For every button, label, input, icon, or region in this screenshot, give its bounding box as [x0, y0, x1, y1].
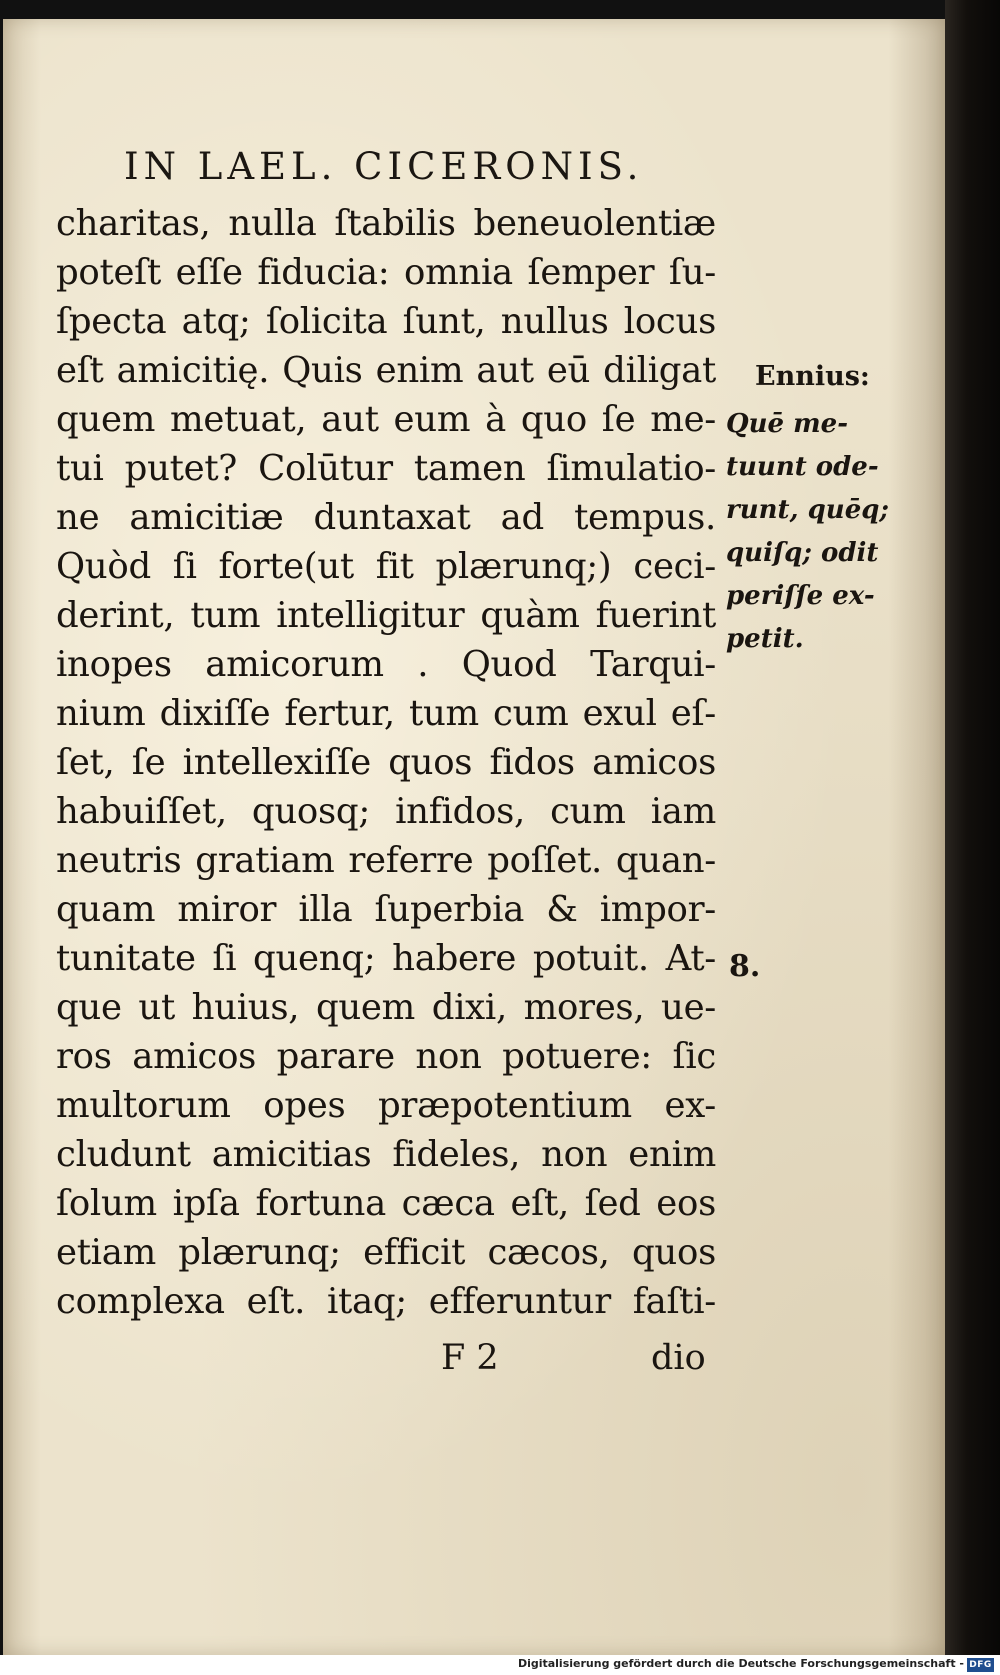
- text-line: que ut huius, quem dixi, mores, ue-: [56, 987, 716, 1028]
- marginal-note-line: tuunt ode-: [726, 452, 879, 482]
- section-number: 8.: [729, 949, 761, 984]
- text-line: eſt amicitię. Quis enim aut eū diligat: [56, 350, 716, 391]
- text-line: quam miror illa ſuperbia & impor-: [56, 889, 716, 930]
- text-line: complexa eſt. itaq; efferuntur faſti-: [56, 1281, 716, 1322]
- text-line: neutris gratiam referre poſſet. quan-: [56, 840, 716, 881]
- marginal-note-line: Quē me-: [726, 409, 848, 439]
- marginal-note: [726, 403, 896, 661]
- text-line: tui putet? Colūtur tamen ſimulatio-: [56, 448, 716, 489]
- marginal-note-line: runt, quēq;: [726, 495, 890, 525]
- marginal-note-line: petit.: [726, 624, 804, 654]
- text-line: charitas, nulla ſtabilis beneuolentiæ: [56, 203, 716, 244]
- catchword: dio: [651, 1338, 706, 1378]
- text-line: Quòd ſi forte(ut fit plærunq;) ceci-: [56, 546, 716, 587]
- book-page: [3, 19, 945, 1655]
- marginal-note-line: periſſe ex-: [726, 581, 875, 611]
- text-line: derint, tum intelligitur quàm fuerint: [56, 595, 716, 636]
- text-line: cludunt amicitias fideles, non enim: [56, 1134, 716, 1175]
- text-line: ſet, ſe intellexiſſe quos fidos amicos: [56, 742, 716, 783]
- text-line: ſolum ipſa fortuna cæca eſt, ſed eos: [56, 1183, 716, 1224]
- book-edge: [945, 0, 1000, 1655]
- text-line: etiam plærunq; efficit cæcos, quos: [56, 1232, 716, 1273]
- body-text: [56, 199, 716, 1326]
- text-line: poteſt eſſe fiducia: omnia ſemper ſu-: [56, 252, 716, 293]
- text-line: habuiſſet, quosq; infidos, cum iam: [56, 791, 716, 832]
- marginal-note-line: quiſq; odit: [726, 538, 879, 568]
- dfg-logo: DFG: [967, 1658, 994, 1672]
- text-line: ſpecta atq; ſolicita ſunt, nullus locus: [56, 301, 716, 342]
- text-line: ros amicos parare non potuere: ſic: [56, 1036, 716, 1077]
- marginal-note-head: Ennius:: [755, 361, 870, 392]
- running-head: IN LAEL. CICERONIS.: [124, 145, 644, 188]
- text-line: inopes amicorum . Quod Tarqui-: [56, 644, 716, 685]
- funding-credit: Digitalisierung gefördert durch die Deutsche Forschungsgemeinschaft -: [517, 1657, 964, 1670]
- text-line: nium dixiſſe fertur, tum cum exul eſ-: [56, 693, 716, 734]
- text-line: ne amicitiæ duntaxat ad tempus.: [56, 497, 716, 538]
- text-line: quem metuat, aut eum à quo ſe me-: [56, 399, 716, 440]
- text-line: multorum opes præpotentium ex-: [56, 1085, 716, 1126]
- text-line: tunitate ſi quenq; habere potuit. At-: [56, 938, 716, 979]
- signature-mark: F 2: [441, 1338, 499, 1378]
